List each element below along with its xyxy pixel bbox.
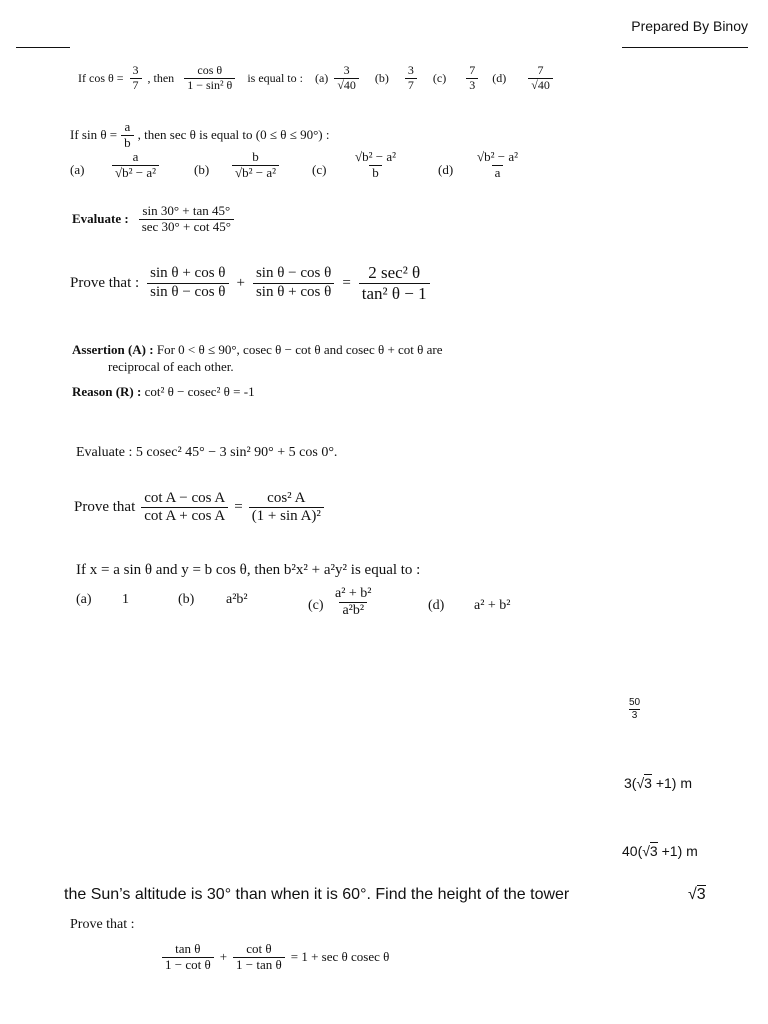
answer-2: 40(√3 +1) m bbox=[622, 843, 698, 859]
q1-given-fraction: $\frac{3}{7}$ bbox=[130, 64, 142, 93]
q1-option-b-label: (b) bbox=[374, 70, 389, 85]
question-5-assertion bbox=[72, 342, 443, 358]
q2-option-d: $\frac{\text{√b² − a²}}{a}$ bbox=[477, 149, 519, 180]
q8-option-c: $\frac{\text{a² + b²}}{\text{a²b²}}$ bbox=[335, 586, 372, 619]
q1-lead: If cos θ = bbox=[78, 70, 124, 85]
q2-option-a-label: (a) bbox=[70, 162, 85, 177]
reason-label: Reason (R) : bbox=[72, 384, 142, 399]
q10-term-1: $\frac{\text{tan θ}}{\text{1 − cot θ}}$ bbox=[162, 942, 214, 973]
q4-rhs: $\frac{\text{2 sec² θ}}{\text{tan² θ − 1}}$ bbox=[359, 263, 430, 303]
q7-lhs: $\frac{\text{cot A − cos A}}{\text{cot A + cos A}}$ bbox=[141, 490, 228, 526]
q8-option-b-label: (b) bbox=[178, 592, 195, 607]
question-10 bbox=[162, 942, 389, 973]
q1-option-d-label: (d) bbox=[492, 70, 507, 85]
assertion-text: For 0 < θ ≤ 90°, cosec θ − cot θ and cosec θ + cot θ are bbox=[156, 342, 443, 357]
q7-lead: Prove that bbox=[74, 499, 136, 516]
question-3 bbox=[72, 204, 234, 235]
q1-option-a-label: (a) bbox=[314, 70, 329, 85]
q4-lead: Prove that : bbox=[70, 274, 140, 291]
q8-option-d: a² + b² bbox=[474, 598, 511, 613]
question-7 bbox=[74, 490, 324, 526]
question-8: If x = a sin θ and y = b cos θ, then b²x² + a²y² is equal to : bbox=[76, 562, 421, 578]
question-4 bbox=[70, 263, 430, 303]
question-2 bbox=[70, 120, 330, 151]
q2-tail: , then sec θ is equal to (0 ≤ θ ≤ 90°) : bbox=[137, 127, 330, 143]
question-6: Evaluate : 5 cosec² 45° − 3 sin² 90° + 5 cos 0°. bbox=[76, 445, 338, 460]
q1-expression: $\frac{\text{cos θ}}{\text{1 − sin² θ}}$ bbox=[184, 64, 235, 93]
q7-equals: = bbox=[234, 499, 243, 516]
reason-text: cot² θ − cosec² θ = -1 bbox=[144, 384, 255, 399]
q8-option-b: a²b² bbox=[226, 592, 248, 607]
question-5-reason bbox=[72, 384, 255, 400]
q8-options bbox=[76, 586, 546, 632]
q1-option-a: $\frac{3}{√40}$ bbox=[334, 64, 359, 93]
answer-fraction: $\frac{50}{3}$ bbox=[629, 697, 641, 721]
q3-expression: $\frac{\sin 30^\circ + \tan 45^\circ}{\sec 30^\circ + \cot 45^\circ}$ bbox=[139, 204, 234, 235]
q2-given-fraction: $\frac{a}{b}$ bbox=[121, 120, 134, 151]
answer-1: 3(√3 +1) m bbox=[624, 775, 693, 791]
q8-option-c-label: (c) bbox=[308, 598, 324, 613]
q2-option-c: $\frac{\text{√b² − a²}}{b}$ bbox=[355, 149, 397, 180]
q4-term-2: $\frac{\text{sin θ − cos θ}}{\text{sin θ + cos θ}}$ bbox=[253, 265, 334, 301]
q2-option-a: $\frac{a}{\text{√b² − a²}}$ bbox=[112, 150, 159, 181]
q2-option-b: $\frac{b}{\text{√b² − a²}}$ bbox=[232, 150, 279, 181]
q1-option-c: $\frac{7}{3}$ bbox=[466, 64, 478, 93]
q1-option-d: $\frac{7}{√40}$ bbox=[528, 64, 553, 93]
q2-option-b-label: (b) bbox=[194, 162, 210, 177]
question-1 bbox=[78, 64, 553, 93]
q8-option-a-label: (a) bbox=[76, 592, 92, 607]
q10-plus: + bbox=[219, 949, 228, 965]
q2-lead: If sin θ = bbox=[70, 127, 118, 143]
q1-then: , then bbox=[147, 70, 175, 85]
q10-rhs: = 1 + sec θ cosec θ bbox=[290, 949, 390, 965]
q2-option-c-label: (c) bbox=[312, 162, 327, 177]
q2-options bbox=[70, 150, 630, 192]
header-rule-right bbox=[622, 47, 748, 48]
assertion-label: Assertion (A) : bbox=[72, 342, 154, 357]
q2-option-d-label: (d) bbox=[438, 162, 454, 177]
q10-term-2: $\frac{\text{cot θ}}{\text{1 − tan θ}}$ bbox=[233, 942, 285, 973]
assertion-text-continued: reciprocal of each other. bbox=[108, 359, 234, 374]
q1-tail: is equal to : bbox=[247, 70, 303, 85]
q8-option-d-label: (d) bbox=[428, 598, 445, 613]
question-10-lead: Prove that : bbox=[70, 917, 135, 932]
q7-rhs: $\frac{\text{cos² A}}{\text{(1 + sin A)²}}$ bbox=[249, 490, 324, 526]
q4-plus: + bbox=[236, 274, 245, 291]
q4-term-1: $\frac{\text{sin θ + cos θ}}{\text{sin θ − cos θ}}$ bbox=[147, 265, 228, 301]
q1-option-b: $\frac{3}{7}$ bbox=[405, 64, 417, 93]
q4-equals: = bbox=[342, 274, 351, 291]
header-rule-left bbox=[16, 47, 70, 48]
q1-option-c-label: (c) bbox=[432, 70, 447, 85]
q9-root: √3 bbox=[688, 886, 706, 903]
q8-option-a: 1 bbox=[122, 592, 129, 607]
q3-lead: Evaluate : bbox=[72, 211, 129, 227]
question-9: the Sun’s altitude is 30° than when it is 60°. Find the height of the tower bbox=[64, 886, 570, 903]
author-credit: Prepared By Binoy bbox=[631, 18, 748, 34]
